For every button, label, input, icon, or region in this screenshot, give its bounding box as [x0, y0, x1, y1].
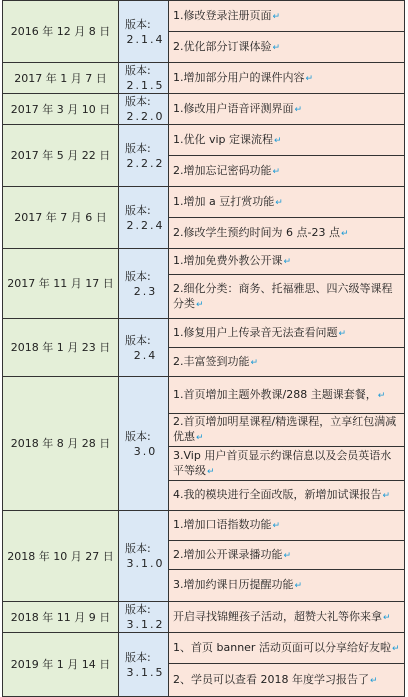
- version-number: 2.4: [133, 348, 158, 362]
- change-item-text: 2、学员可以查看 2018 年度学习报告了: [173, 672, 369, 686]
- change-item-text: 1、首页 banner 活动页面可以分享给好友啦: [173, 640, 391, 654]
- version-cell: [119, 94, 169, 125]
- change-item: [169, 156, 405, 187]
- paragraph-mark-icon: ↵: [272, 42, 281, 53]
- change-item-text: 2.首页增加明星课程/精选课程，立享红包满减优惠: [173, 415, 397, 443]
- version-number: 2.1.4: [126, 32, 165, 46]
- release-date: 2019 年 1 月 14 日: [3, 633, 119, 697]
- paragraph-mark-icon: ↵: [305, 73, 314, 84]
- version-label: 版本:: [125, 95, 151, 108]
- paragraph-mark-icon: ↵: [283, 257, 292, 267]
- release-date: 2018 年 1 月 23 日: [3, 319, 119, 377]
- change-item: [169, 319, 405, 348]
- change-item: [169, 633, 405, 664]
- change-item: [169, 187, 405, 218]
- version-label: 版本:: [125, 17, 151, 31]
- version-cell: [119, 511, 169, 602]
- paragraph-mark-icon: ↵: [196, 433, 204, 443]
- version-label: 版本:: [125, 269, 151, 283]
- version-cell: [119, 125, 169, 187]
- paragraph-mark-icon: ↵: [283, 550, 292, 561]
- paragraph-mark-icon: ↵: [272, 521, 281, 531]
- paragraph-mark-icon: ↵: [275, 197, 283, 208]
- change-item: [169, 32, 405, 63]
- change-item: [169, 481, 405, 511]
- change-item: [169, 602, 405, 633]
- version-cell: [119, 319, 169, 377]
- release-date: 2018 年 8 月 28 日: [3, 377, 119, 511]
- paragraph-mark-icon: ↵: [274, 135, 282, 146]
- change-item: [169, 63, 405, 94]
- paragraph-mark-icon: ↵: [391, 643, 400, 654]
- version-label: 版本:: [125, 64, 151, 77]
- table-row: [3, 249, 405, 275]
- change-item: [169, 125, 405, 156]
- table-row: [3, 377, 405, 414]
- paragraph-mark-icon: ↵: [272, 11, 281, 22]
- paragraph-mark-icon: ↵: [196, 299, 204, 310]
- change-item: [169, 249, 405, 275]
- paragraph-mark-icon: ↵: [338, 328, 347, 339]
- change-item: [169, 541, 405, 570]
- change-item-text: 3.增加约课日历提醒功能: [173, 578, 294, 591]
- change-item: [169, 218, 405, 249]
- table-row: [3, 94, 405, 125]
- change-item-text: 1.修改用户语音评测界面: [173, 101, 294, 115]
- paragraph-mark-icon: ↵: [272, 166, 281, 177]
- change-item: [169, 570, 405, 602]
- change-item: [169, 275, 405, 319]
- change-item: [169, 447, 405, 481]
- change-item-text: 2.增加公开课录播功能: [173, 547, 283, 561]
- change-item-text: 1.优化 vip 定课流程: [173, 132, 274, 146]
- change-item: [169, 348, 405, 377]
- change-item-text: 3.Vip 用户首页显示约课信息以及会员英语水平等级: [173, 448, 392, 477]
- version-number: 2.1.5: [126, 79, 165, 92]
- change-item-text: 1.增加口语指数功能: [173, 518, 272, 531]
- release-date: 2017 年 1 月 7 日: [3, 63, 119, 94]
- version-cell: [119, 633, 169, 697]
- table-row: [3, 633, 405, 664]
- version-cell: [119, 249, 169, 319]
- release-date: 2018 年 11 月 9 日: [3, 602, 119, 633]
- version-number: 2.2.2: [126, 156, 165, 170]
- version-label: 版本:: [125, 203, 151, 217]
- release-date: 2018 年 10 月 27 日: [3, 511, 119, 602]
- change-item: [169, 1, 405, 32]
- change-item-text: 2.细化分类：商务、托福雅思、四六级等课程分类: [173, 281, 393, 310]
- change-item-text: 1.修改登录注册页面: [173, 8, 272, 22]
- version-label: 版本:: [125, 603, 151, 616]
- version-label: 版本:: [125, 141, 151, 155]
- change-item-text: 2.优化部分订课体验: [173, 39, 272, 53]
- version-number: 2.2.4: [126, 218, 165, 232]
- release-date: 2017 年 3 月 10 日: [3, 94, 119, 125]
- change-item: [169, 377, 405, 414]
- paragraph-mark-icon: ↵: [294, 104, 303, 115]
- version-cell: [119, 377, 169, 511]
- table-row: [3, 602, 405, 633]
- paragraph-mark-icon: ↵: [377, 390, 386, 401]
- change-item-text: 4.我的模块进行全面改版，新增加试课报告: [173, 488, 382, 501]
- table-row: [3, 319, 405, 348]
- version-cell: [119, 187, 169, 249]
- version-number: 3.0: [133, 444, 158, 458]
- version-cell: [119, 1, 169, 63]
- release-date: 2017 年 11 月 17 日: [3, 249, 119, 319]
- paragraph-mark-icon: ↵: [370, 675, 378, 686]
- change-item: [169, 664, 405, 697]
- version-number: 3.1.0: [126, 557, 165, 570]
- version-label: 版本:: [125, 429, 151, 443]
- version-number: 2.2.0: [126, 110, 165, 123]
- change-item-text: 1.增加 a 豆打赏功能: [173, 194, 275, 208]
- version-cell: [119, 63, 169, 94]
- paragraph-mark-icon: ↵: [382, 491, 391, 501]
- paragraph-mark-icon: ↵: [340, 228, 349, 239]
- change-item-text: 开启寻找锦鲤孩子活动，超赞大礼等你来拿: [173, 609, 382, 623]
- paragraph-mark-icon: ↵: [294, 581, 303, 591]
- table-row: [3, 63, 405, 94]
- table-row: [3, 125, 405, 156]
- change-item-text: 1.增加免费外教公开课: [173, 254, 283, 267]
- version-label: 版本:: [125, 650, 151, 664]
- paragraph-mark-icon: ↵: [207, 466, 215, 477]
- change-item: [169, 414, 405, 447]
- table-row: [3, 511, 405, 541]
- release-date: 2017 年 7 月 6 日: [3, 187, 119, 249]
- version-cell: [119, 602, 169, 633]
- change-item-text: 2.丰富签到功能: [173, 354, 250, 368]
- version-number: 2.3: [133, 284, 158, 298]
- change-item: [169, 94, 405, 125]
- table-body: [3, 1, 405, 697]
- change-item-text: 1.首页增加主题外教课/288 主题课套餐，: [173, 387, 377, 401]
- version-number: 3.1.5: [126, 665, 165, 679]
- table-row: [3, 187, 405, 218]
- paragraph-mark-icon: ↵: [250, 357, 259, 368]
- change-item-text: 2.修改学生预约时间为 6 点-23 点: [173, 225, 340, 239]
- version-history-table: [2, 0, 405, 697]
- version-number: 3.1.2: [126, 618, 165, 631]
- version-label: 版本:: [125, 542, 151, 555]
- paragraph-mark-icon: ↵: [383, 612, 391, 623]
- change-item-text: 1.增加部分用户的课件内容: [173, 70, 305, 84]
- table-row: [3, 1, 405, 32]
- version-label: 版本:: [125, 333, 151, 347]
- release-date: 2017 年 5 月 22 日: [3, 125, 119, 187]
- change-item-text: 1.修复用户上传录音无法查看问题: [173, 325, 338, 339]
- release-date: 2016 年 12 月 8 日: [3, 1, 119, 63]
- change-item: [169, 511, 405, 541]
- change-item-text: 2.增加忘记密码功能: [173, 163, 272, 177]
